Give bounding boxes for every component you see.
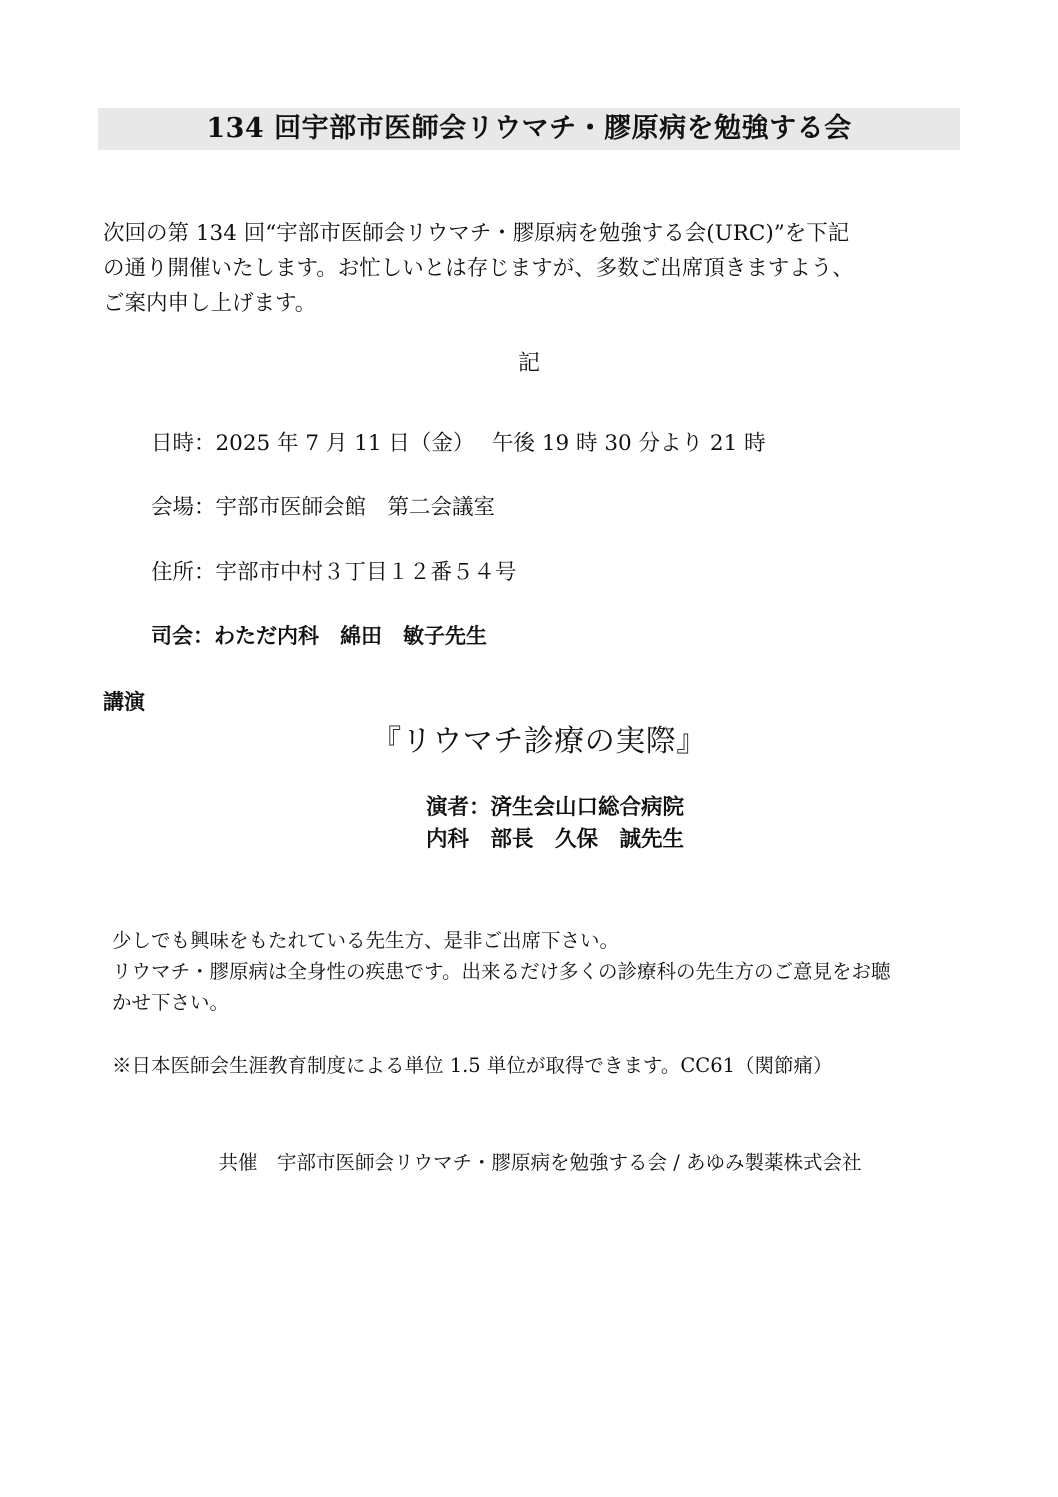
credit-note: ※日本医師会生涯教育制度による単位 1.5 単位が取得できます。CC61（関節痛） (112, 1054, 833, 1077)
note-line-3: かせ下さい。 (112, 991, 230, 1014)
page-title: 134 回宇部市医師会リウマチ・膠原病を勉強する会 (206, 113, 852, 144)
detail-moderator: 司会：わただ内科 綿田 敏子先生 (151, 624, 487, 648)
intro-line-3: ご案内申し上げます。 (103, 291, 317, 316)
detail-datetime: 日時：2025 年 7 月 11 日（金） 午後 19 時 30 分より 21 時 (151, 431, 766, 456)
cosponsor-line: 共催 宇部市医師会リウマチ・膠原病を勉強する会 / あゆみ製薬株式会社 (218, 1151, 862, 1174)
cosponsor-wrap (0, 1147, 1058, 1175)
lecture-title-wrap (0, 716, 1058, 760)
ki-mark: 記 (517, 351, 540, 376)
lecture-label: 講演 (103, 690, 145, 714)
detail-venue: 会場：宇部市医師会館 第二会議室 (151, 495, 496, 520)
intro-line-2: の通り開催いたします。お忙しいとは存じますが、多数ご出席頂きますよう、 (103, 256, 854, 281)
speaker-name: 内科 部長 久保 誠先生 (426, 827, 685, 852)
speaker-affiliation: 演者：済生会山口総合病院 (426, 795, 685, 820)
note-line-1: 少しでも興味をもたれている先生方、是非ご出席下さい。 (112, 929, 620, 952)
title-banner (98, 108, 960, 150)
intro-line-1: 次回の第 134 回“宇部市医師会リウマチ・膠原病を勉強する会(URC)”を下記 (103, 221, 850, 246)
detail-address: 住所：宇部市中村３丁目１２番５４号 (151, 560, 517, 585)
lecture-title: 『リウマチ診療の実際』 (371, 724, 707, 759)
note-line-2: リウマチ・膠原病は全身性の疾患です。出来るだけ多くの診療科の先生方のご意見をお聴 (112, 960, 891, 983)
